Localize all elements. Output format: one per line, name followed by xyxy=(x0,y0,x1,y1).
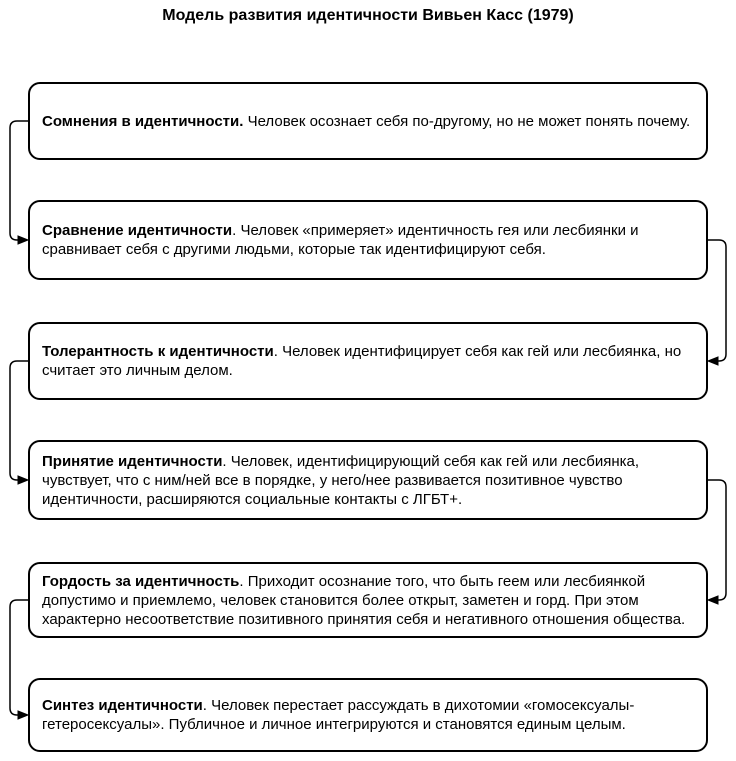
stage-6-box xyxy=(28,678,708,752)
stage-3-body: . Человек идентифицирует себя как гей или лесбиянка, но считает это личным делом. xyxy=(42,343,682,379)
stage-6-heading: Синтез идентичности xyxy=(42,697,203,714)
stage-1-box xyxy=(28,82,708,160)
stage-2-heading: Сравнение идентичности xyxy=(42,222,233,239)
stage-3-text xyxy=(42,342,694,380)
stage-4-heading: Принятие идентичности xyxy=(42,452,223,470)
connector-2-3-arrowhead xyxy=(708,357,718,365)
connector-4-5-line xyxy=(708,480,726,600)
stage-1-text xyxy=(42,112,690,131)
connector-1-2-line xyxy=(10,121,28,240)
stage-6-text xyxy=(42,696,694,734)
stage-5-box xyxy=(28,562,708,638)
connector-3-4-line xyxy=(10,361,28,480)
stage-1-body: Человек осознает себя по-другому, но не может понять почему. xyxy=(243,112,691,130)
stage-1-heading: Сомнения в идентичности. xyxy=(42,112,244,130)
stage-2-body: . Человек «примеряет» идентичность гея или лесбиянки и сравнивает себя с другими людьми, которые так идентифицируют себя. xyxy=(42,222,639,258)
stage-2-box xyxy=(28,200,708,280)
stage-2-text xyxy=(42,221,694,259)
connector-4-5-arrowhead xyxy=(708,596,718,604)
connector-5-6-line xyxy=(10,600,28,715)
stage-3-box xyxy=(28,322,708,400)
stage-4-body: . Человек, идентифицирующий себя как гей или лесбиянка, чувствует, что с ним/ней все в порядке, у него/нее развивается позитивное чувство идентичности, расширяются социальные контакты с ЛГБТ+. xyxy=(42,452,640,508)
stage-3-heading: Толерантность к идентичности xyxy=(42,343,274,360)
stage-4-text xyxy=(42,452,694,509)
connector-2-3-line xyxy=(708,240,726,361)
connector-1-2-arrowhead xyxy=(18,236,28,244)
stage-5-body: . Приходит осознание того, что быть геем или лесбиянкой допустимо и приемлемо, человек становится более открыт, заметен и горд. При этом характерно несоответствие позитивного принятия себя и негативного отношения общества. xyxy=(42,572,686,628)
stage-6-body: . Человек перестает рассуждать в дихотомии «гомосексуалы-гетеросексуалы». Публичное и личное интегрируются и становятся единым целым. xyxy=(42,697,635,733)
stage-5-text xyxy=(42,572,694,629)
connector-3-4-arrowhead xyxy=(18,476,28,484)
connector-5-6-arrowhead xyxy=(18,711,28,719)
diagram-title: Модель развития идентичности Вивьен Касс (1979) xyxy=(162,7,574,24)
stage-5-heading: Гордость за идентичность xyxy=(42,572,240,590)
stage-4-box xyxy=(28,440,708,520)
